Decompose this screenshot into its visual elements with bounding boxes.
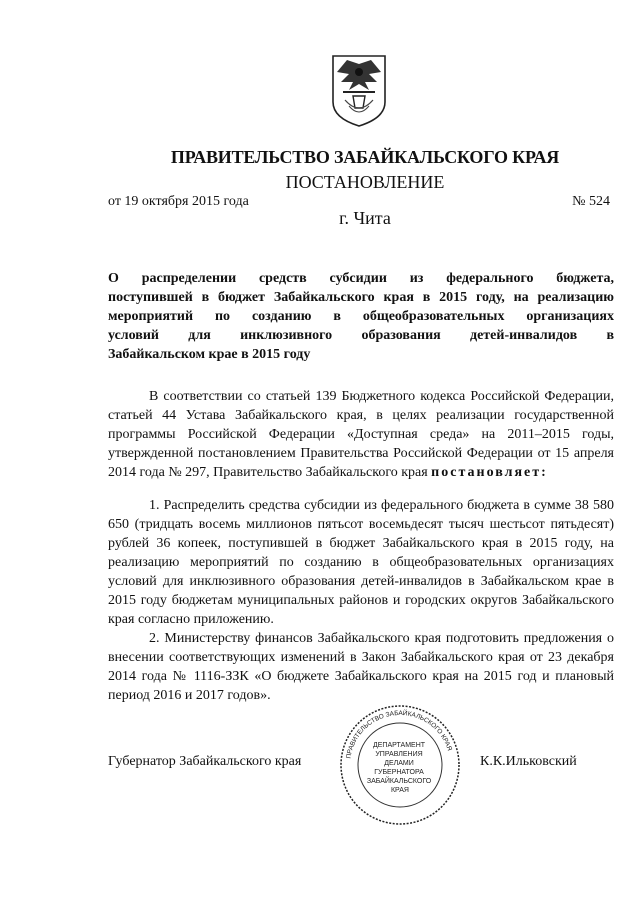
preamble-text: В соответствии со статьей 139 Бюджетного кодекса Российской Федерации, статьей 44 Устава Забайкальского края, в целях реализации государственной программы Российской Федерации «Доступная среда» на 2011–2015 годы, утвержденной постановлением Правительства Российской Федерации от 15 апреля 2014 года № 297, Правительство Забайкальского края bbox=[108, 389, 614, 480]
resolve-word: постановляет: bbox=[431, 465, 548, 480]
document-date: от 19 октября 2015 года bbox=[108, 194, 249, 209]
stamp-line: ДЕЛАМИ bbox=[384, 760, 414, 767]
signer-position: Губернатор Забайкальского края bbox=[108, 754, 302, 769]
preamble-paragraph bbox=[108, 387, 614, 482]
stamp-line: КРАЯ bbox=[390, 787, 410, 794]
document-number: № 524 bbox=[572, 194, 610, 209]
document-city: г. Чита bbox=[339, 208, 391, 228]
signer-name: К.К.Ильковский bbox=[480, 754, 577, 769]
item-2-paragraph: 2. Министерству финансов Забайкальского края подготовить предложения о внесении соответствующих изменений в Закон Забайкальского края от 23 декабря 2014 года № 1116-ЗЗК «О бюджете Забайкальского края на 2015 год и плановый период 2016 и 2017 годов». bbox=[108, 631, 614, 703]
title-line: мероприятий по созданию в общеобразовательных организациях bbox=[108, 309, 614, 324]
title-line: поступившей в бюджет Забайкальского края в 2015 году, на реализацию bbox=[108, 290, 614, 305]
item-1-paragraph: 1. Распределить средства субсидии из федерального бюджета в сумме 38 580 650 (тридцать восемь миллионов пятьсот восемьдесят тысяч шестьсот пятьдесят) рублей 36 копеек, поступившей в бюджет Забайкальского края в 2015 году, на реализацию мероприятий по созданию в общеобразовательных организациях условий для инклюзивного образования детей-инвалидов в Забайкальском крае в 2015 году бюджетам муниципальных районов и городских округов Забайкальского края согласно приложению. bbox=[108, 498, 614, 627]
title-line: Забайкальском крае в 2015 году bbox=[108, 347, 311, 362]
document-body bbox=[108, 387, 614, 705]
document-title bbox=[108, 269, 614, 364]
organization-name: ПРАВИТЕЛЬСТВО ЗАБАЙКАЛЬСКОГО КРАЯ bbox=[170, 147, 560, 167]
stamp-line: ЗАБАЙКАЛЬСКОГО bbox=[366, 778, 432, 785]
title-line: О распределении средств субсидии из федерального бюджета, bbox=[108, 271, 614, 286]
svg-text:ДЕПАРТАМЕНТ УПРАВЛЕНИЯ bbox=[367, 742, 433, 794]
stamp-line: УПРАВЛЕНИЯ bbox=[375, 751, 423, 758]
document-type: ПОСТАНОВЛЕНИЕ bbox=[285, 172, 445, 192]
stamp-line: ДЕПАРТАМЕНТ bbox=[373, 742, 426, 749]
official-seal-stamp bbox=[338, 703, 462, 827]
title-line: условий для инклюзивного образования детей-инвалидов в bbox=[108, 328, 614, 343]
stamp-outer-text: ПРАВИТЕЛЬСТВО ЗАБАЙКАЛЬСКОГО КРАЯ bbox=[345, 709, 453, 760]
coat-of-arms-eagle-icon bbox=[329, 52, 389, 128]
stamp-line: ГУБЕРНАТОРА bbox=[374, 769, 424, 776]
